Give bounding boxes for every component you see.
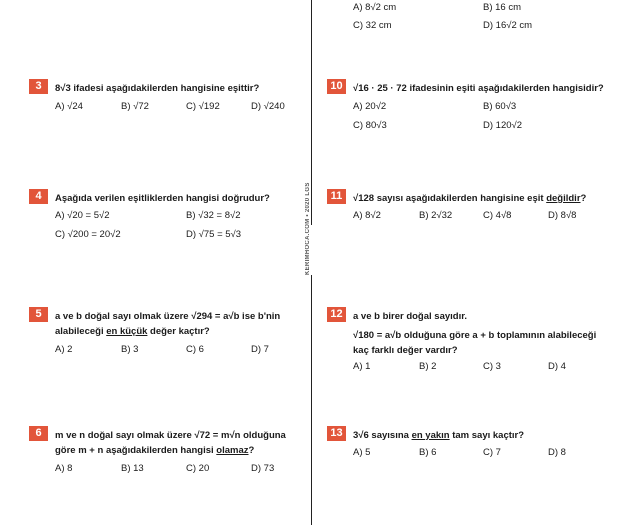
question-text-line-1: m ve n doğal sayı olmak üzere √72 = m√n olduğuna — [55, 430, 286, 441]
option-c[interactable]: C) √192 — [186, 101, 220, 112]
question-number: 3 — [29, 79, 48, 94]
option-d[interactable]: D) √75 = 5√3 — [186, 229, 242, 240]
emphasis-text: değildir — [546, 193, 581, 204]
option-c[interactable]: C) 20 — [186, 463, 210, 474]
question-text-line-1: a ve b birer doğal sayıdır. — [353, 311, 468, 322]
option-a[interactable]: A) 5 — [353, 447, 371, 458]
option-d[interactable]: D) 73 — [251, 463, 275, 474]
option-b[interactable]: B) √32 = 8√2 — [186, 210, 241, 221]
option-a[interactable]: A) √20 = 5√2 — [55, 210, 110, 221]
option-a[interactable]: A) 1 — [353, 361, 371, 372]
text-segment: göre m + n aşağıdakilerden hangisi — [55, 445, 217, 456]
question-text-line-2 — [55, 443, 305, 458]
question-4 — [29, 189, 299, 249]
question-number: 10 — [327, 79, 346, 94]
question-text — [353, 309, 615, 358]
question-11 — [327, 189, 612, 229]
option-c[interactable]: C) 80√3 — [353, 120, 387, 131]
question-text — [353, 428, 615, 443]
option-d[interactable]: D) 4 — [548, 361, 566, 372]
option-d[interactable]: D) 8 — [548, 447, 566, 458]
text-segment: değer kaçtır? — [147, 326, 210, 337]
question-text: 8√3 ifadesi aşağıdakilerden hangisine eşittir? — [55, 83, 260, 94]
option-b[interactable]: B) 13 — [121, 463, 144, 474]
question-number: 5 — [29, 307, 48, 322]
side-watermark-label: KERIMHOCA.COM • 2020 LGS — [305, 225, 319, 275]
option-b[interactable]: B) 16 cm — [483, 2, 522, 13]
option-b[interactable]: B) 2 — [419, 361, 437, 372]
option-a[interactable]: A) 8√2 cm — [353, 2, 397, 13]
emphasis-text: en küçük — [106, 326, 148, 337]
question-13 — [327, 426, 612, 466]
option-b[interactable]: B) 6 — [419, 447, 437, 458]
text-segment: tam sayı kaçtır? — [449, 430, 525, 441]
option-c[interactable]: C) 3 — [483, 361, 501, 372]
question-number: 4 — [29, 189, 48, 204]
option-d[interactable]: D) 16√2 cm — [483, 20, 533, 31]
question-5 — [29, 307, 299, 367]
question-12 — [327, 307, 612, 382]
option-d[interactable]: D) √240 — [251, 101, 285, 112]
text-segment: 3√6 sayısına — [353, 430, 412, 441]
question-text-line-3: kaç farklı değer vardır? — [353, 345, 458, 356]
option-b[interactable]: B) √72 — [121, 101, 149, 112]
option-d[interactable]: D) 8√8 — [548, 210, 577, 221]
question-text-line-1: a ve b doğal sayı olmak üzere √294 = a√b ise b'nin — [55, 311, 281, 322]
option-d[interactable]: D) 120√2 — [483, 120, 523, 131]
question-number: 6 — [29, 426, 48, 441]
question-6 — [29, 426, 299, 486]
option-c[interactable]: C) 6 — [186, 344, 204, 355]
option-a[interactable]: A) 8 — [55, 463, 73, 474]
question-text — [55, 309, 305, 339]
option-a[interactable]: A) √24 — [55, 101, 83, 112]
question-10 — [327, 79, 612, 139]
emphasis-text: olamaz — [216, 445, 249, 456]
option-d[interactable]: D) 7 — [251, 344, 269, 355]
option-b[interactable]: B) 3 — [121, 344, 139, 355]
option-a[interactable]: A) 20√2 — [353, 101, 387, 112]
question-text: √16 · 25 · 72 ifadesinin eşiti aşağıdakilerden hangisidir? — [353, 83, 604, 94]
question-3 — [29, 79, 299, 119]
question-text: Aşağıda verilen eşitliklerden hangisi doğrudur? — [55, 193, 270, 204]
emphasis-text: en yakın — [411, 430, 450, 441]
text-segment: ? — [580, 193, 587, 204]
question-number: 13 — [327, 426, 346, 441]
question-text-line-2 — [55, 324, 305, 339]
text-segment: ? — [248, 445, 255, 456]
option-b[interactable]: B) 2√32 — [419, 210, 453, 221]
option-b[interactable]: B) 60√3 — [483, 101, 517, 112]
option-a[interactable]: A) 8√2 — [353, 210, 381, 221]
question-number: 12 — [327, 307, 346, 322]
option-c[interactable]: C) 7 — [483, 447, 501, 458]
question-top-partial — [327, 0, 607, 36]
question-text — [55, 428, 305, 458]
question-text-line-2: √180 = a√b olduğuna göre a + b toplamının alabileceği — [353, 330, 597, 341]
option-a[interactable]: A) 2 — [55, 344, 73, 355]
option-c[interactable]: C) √200 = 20√2 — [55, 229, 121, 240]
text-segment: √128 sayısı aşağıdakilerden hangisine eşit — [353, 193, 547, 204]
question-text — [353, 191, 615, 206]
text-segment: alabileceği — [55, 326, 107, 337]
option-c[interactable]: C) 4√8 — [483, 210, 512, 221]
option-c[interactable]: C) 32 cm — [353, 20, 392, 31]
question-number: 11 — [327, 189, 346, 204]
